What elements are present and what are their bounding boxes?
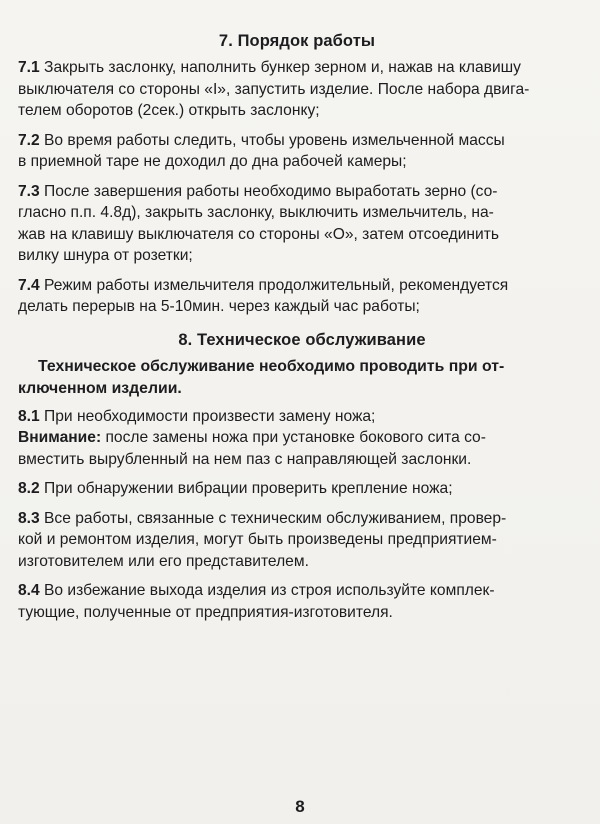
item-7-1 xyxy=(18,57,546,122)
item-number: 8.4 xyxy=(18,582,40,599)
section-8-intro xyxy=(18,356,546,400)
warning-note xyxy=(18,427,546,470)
item-7-4 xyxy=(18,275,546,318)
item-text: тующие, полученные от предприятия-изготовителя. xyxy=(18,603,393,621)
item-text: Во время работы следить, чтобы уровень измельченной массы xyxy=(44,131,505,149)
item-text: Закрыть заслонку, наполнить бункер зерном и, нажав на клавишу xyxy=(44,59,521,76)
section-7-title: 7. Порядок работы xyxy=(218,32,376,50)
item-text: делать перерыв на 5-10мин. через каждый час работы; xyxy=(18,298,420,315)
item-text: жав на клавишу выключателя со стороны «О», затем отсоединить xyxy=(18,225,500,243)
item-number: 8.2 xyxy=(18,480,40,497)
item-text: Режим работы измельчителя продолжительный, рекомендуется xyxy=(44,276,509,294)
intro-line: ключенном изделии. xyxy=(18,379,182,397)
section-8-title: 8. Техническое обслуживание xyxy=(178,330,426,349)
item-text: кой и ремонтом изделия, могут быть произведены предприятием- xyxy=(18,531,497,548)
item-text: При необходимости произвести замену ножа; xyxy=(44,407,376,425)
warning-text: после замены ножа при установке бокового сита со- xyxy=(105,429,486,446)
item-8-1 xyxy=(18,406,546,428)
item-number: 8.3 xyxy=(18,509,40,527)
item-text: После завершения работы необходимо выработать зерно (со- xyxy=(44,182,498,200)
warning-label: Внимание: xyxy=(18,429,102,446)
warning-text: вместить вырубленный на нем паз с направляющей заслонки. xyxy=(18,450,472,468)
item-8-2 xyxy=(18,478,546,500)
item-text: телем оборотов (2сек.) открыть заслонку; xyxy=(18,102,320,119)
intro-line: Техническое обслуживание необходимо проводить при от- xyxy=(38,357,505,375)
item-8-3 xyxy=(18,508,546,573)
item-text: гласно п.п. 4.8д), закрыть заслонку, выключить измельчитель, на- xyxy=(18,204,494,221)
item-7-3 xyxy=(18,181,546,267)
item-text: выключателя со стороны «I», запустить изделие. После набора двига- xyxy=(18,80,530,98)
item-number: 8.1 xyxy=(18,407,40,425)
item-text: вилку шнура от розетки; xyxy=(18,247,193,264)
item-text: Во избежание выхода изделия из строя используйте комплек- xyxy=(44,582,495,599)
item-text: Все работы, связанные с техническим обслуживанием, провер- xyxy=(44,509,507,527)
item-text: При обнаружении вибрации проверить крепление ножа; xyxy=(44,480,453,497)
item-number: 7.2 xyxy=(18,131,40,149)
page-number: 8 xyxy=(295,797,305,816)
item-number: 7.3 xyxy=(18,182,40,200)
item-7-2 xyxy=(18,130,546,173)
page-content xyxy=(18,30,546,631)
item-8-4 xyxy=(18,580,546,623)
item-text: в приемной таре не доходил до дна рабочей камеры; xyxy=(18,153,407,170)
item-number: 7.1 xyxy=(18,59,40,76)
item-number: 7.4 xyxy=(18,276,40,294)
item-text: изготовителем или его представителем. xyxy=(18,552,309,570)
